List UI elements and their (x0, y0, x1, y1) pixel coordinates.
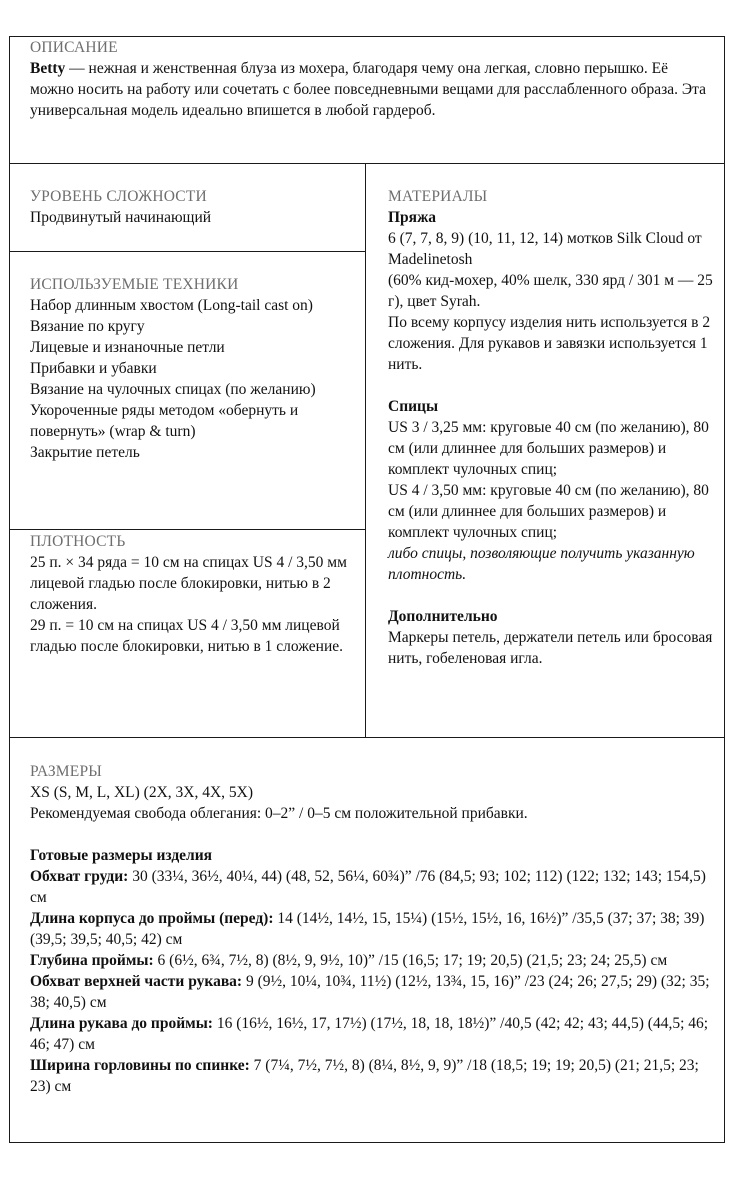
yarn-usage: По всему корпусу изделия нить используется в 2 сложения. Для рукавов и завязки используется 1 нить. (388, 314, 711, 373)
divider-column (365, 163, 366, 737)
technique-item: Закрытие петель (30, 444, 140, 461)
technique-item: Лицевые и изнаночные петли (30, 339, 225, 356)
techniques-heading: ИСПОЛЬЗУЕМЫЕ ТЕХНИКИ (30, 276, 239, 293)
finished-measurements-title: Готовые размеры изделия (30, 847, 213, 864)
description-heading: ОПИСАНИЕ (30, 39, 118, 56)
yarn-title: Пряжа (388, 209, 437, 226)
sizes-section (30, 762, 720, 1097)
yarn-composition: (60% кид-мохер, 40% шелк, 330 ярд / 301 м — 25 г), цвет Syrah. (388, 272, 713, 310)
difficulty-section (30, 187, 360, 228)
measurement-label: Длина корпуса до проймы (перед): (30, 910, 274, 927)
gauge-heading: ПЛОТНОСТЬ (30, 533, 126, 550)
sizes-heading: РАЗМЕРЫ (30, 763, 102, 780)
materials-heading: МАТЕРИАЛЫ (388, 188, 488, 205)
measurement-value: 14 (14½, 14½, 15, 15¼) (15½, 15½, 16, 16½)” /35,5 (37; 37; 38; 39) (39,5; 39,5; 40,5; 42) см (30, 910, 705, 948)
materials-section (388, 187, 718, 669)
description-text (30, 58, 710, 121)
gauge-section (30, 532, 350, 657)
measurement-label: Обхват верхней части рукава: (30, 973, 243, 990)
measurement-value: 6 (6½, 6¾, 7½, 8) (8½, 9, 9½, 10)” /15 (16,5; 17; 19; 20,5) (21,5; 23; 24; 25,5) см (153, 952, 668, 969)
gauge-line-single: 29 п. = 10 см на спицах US 4 / 3,50 мм лицевой гладью после блокировки, нитью в 1 сложение. (30, 617, 344, 655)
measurement-label: Ширина горловины по спинке: (30, 1057, 250, 1074)
product-name: Betty (30, 60, 66, 77)
measurement-value: 16 (16½, 16½, 17, 17½) (17½, 18, 18, 18½)” /40,5 (42; 42; 43; 44,5) (44,5; 46; 46; 47) см (30, 1015, 709, 1053)
technique-item: Прибавки и убавки (30, 360, 157, 377)
measurement-label: Длина рукава до проймы: (30, 1015, 213, 1032)
measurement-label: Обхват груди: (30, 868, 129, 885)
measurement-label: Глубина проймы: (30, 952, 154, 969)
measurement-row (30, 950, 720, 971)
gauge-line-double: 25 п. × 34 ряда = 10 см на спицах US 4 / 3,50 мм лицевой гладью после блокировки, нитью в 2 сложения. (30, 554, 347, 613)
measurement-row (30, 866, 720, 908)
needles-large: US 4 / 3,50 мм: круговые 40 см (по желанию), 80 см (или длиннее для больших размеров) и комплект чулочных спиц; (388, 482, 709, 541)
technique-item: Укороченные ряды методом «обернуть и повернуть» (wrap & turn) (30, 402, 299, 440)
measurement-row (30, 1055, 720, 1097)
measurement-row (30, 971, 720, 1013)
techniques-section (30, 275, 362, 463)
measurement-value: 7 (7¼, 7½, 7½, 8) (8¼, 8½, 9, 9)” /18 (18,5; 19; 19; 20,5) (21; 21,5; 23; 23) см (30, 1057, 699, 1095)
needles-note: либо спицы, позволяющие получить указанную плотность. (388, 545, 695, 583)
measurement-value: 30 (33¼, 36½, 40¼, 44) (48, 52, 56¼, 60¾)” /76 (84,5; 93; 102; 112) (122; 132; 143; 154,5) см (30, 868, 706, 906)
extra-title: Дополнительно (388, 608, 498, 625)
yarn-amount: 6 (7, 7, 8, 9) (10, 11, 12, 14) мотков Silk Cloud от Madelinetosh (388, 230, 702, 268)
technique-item: Вязание по кругу (30, 318, 145, 335)
divider-difficulty (9, 251, 366, 252)
divider-sizes (9, 737, 725, 738)
needles-small: US 3 / 3,25 мм: круговые 40 см (по желанию), 80 см (или длиннее для больших размеров) и комплект чулочных спиц; (388, 419, 709, 478)
needles-title: Спицы (388, 398, 439, 415)
description-section (30, 38, 710, 121)
technique-item: Набор длинным хвостом (Long-tail cast on) (30, 297, 313, 314)
sizes-list: XS (S, M, L, XL) (2X, 3X, 4X, 5X) (30, 784, 254, 801)
difficulty-heading: УРОВЕНЬ СЛОЖНОСТИ (30, 188, 207, 205)
extra-notions: Маркеры петель, держатели петель или бросовая нить, гобеленовая игла. (388, 629, 713, 667)
divider-description (9, 163, 725, 164)
measurement-value: 9 (9½, 10¼, 10¾, 11½) (12½, 13¾, 15, 16)” /23 (24; 26; 27,5; 29) (32; 35; 38; 40,5) см (30, 973, 710, 1011)
measurement-row (30, 1013, 720, 1055)
technique-item: Вязание на чулочных спицах (по желанию) (30, 381, 316, 398)
measurement-row (30, 908, 720, 950)
divider-techniques (9, 529, 366, 530)
sizes-ease: Рекомендуемая свобода облегания: 0–2” / 0–5 см положительной прибавки. (30, 805, 528, 822)
description-body: — нежная и женственная блуза из мохера, благодаря чему она легкая, словно перышко. Её можно носить на работу или сочетать с более повседневными вещами для расслабленного образа. Эта универсальная модель идеально впишется в любой гардероб. (30, 60, 707, 119)
difficulty-level: Продвинутый начинающий (30, 209, 212, 226)
